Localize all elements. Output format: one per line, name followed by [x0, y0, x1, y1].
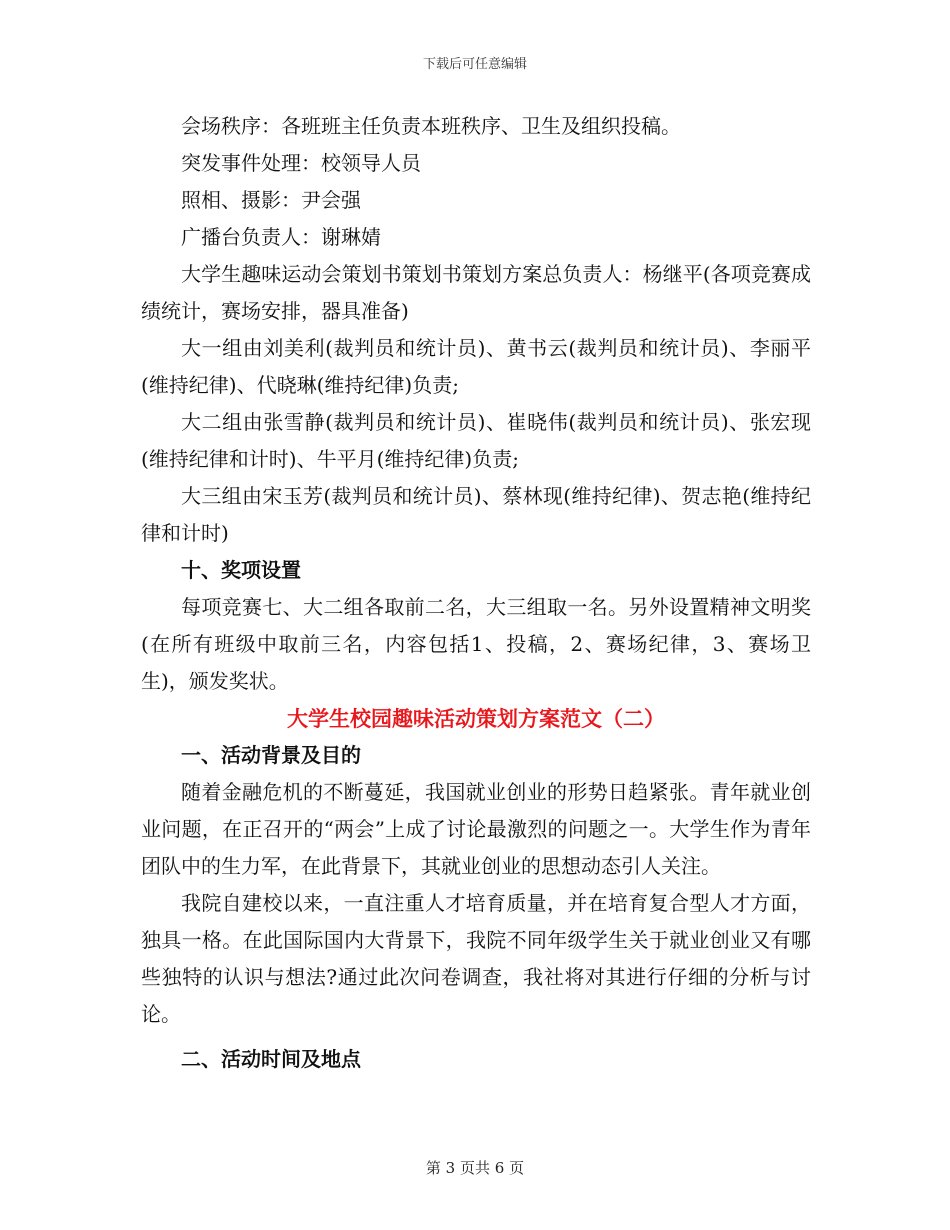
- paragraph: 每项竞赛七、大二组各取前二名，大三组取一名。另外设置精神文明奖(在所有班级中取前三名，内容包括1、投稿，2、赛场纪律，3、赛场卫生)，颁发奖状。: [141, 595, 811, 693]
- section-heading: 一、活动背景及目的: [181, 743, 361, 767]
- document-title: 大学生校园趣味活动策划方案范文（二）: [287, 706, 665, 731]
- document-body: [141, 108, 811, 1078]
- section-heading: 二、活动时间及地点: [181, 1047, 361, 1071]
- paragraph: 突发事件处理：校领导人员: [181, 151, 421, 175]
- paragraph: 照相、摄影：尹会强: [181, 188, 361, 212]
- paragraph: 广播台负责人：谢琳婧: [181, 225, 381, 249]
- paragraph: 大三组由宋玉芳(裁判员和统计员)、蔡林现(维持纪律)、贺志艳(维持纪律和计时): [141, 484, 811, 545]
- paragraph: 我院自建校以来，一直注重人才培育质量，并在培育复合型人才方面，独具一格。在此国际国内大背景下，我院不同年级学生关于就业创业又有哪些独特的认识与想法?通过此次问卷调查，我社将对其进行仔细的分析与讨论。: [141, 891, 811, 1026]
- paragraph: 大一组由刘美利(裁判员和统计员)、黄书云(裁判员和统计员)、李丽平(维持纪律)、代晓琳(维持纪律)负责;: [141, 336, 811, 397]
- paragraph: 大二组由张雪静(裁判员和统计员)、崔晓伟(裁判员和统计员)、张宏现(维持纪律和计时)、牛平月(维持纪律)负责;: [141, 410, 811, 471]
- paragraph: 随着金融危机的不断蔓延，我国就业创业的形势日趋紧张。青年就业创业问题，在正召开的“两会”上成了讨论最激烈的问题之一。大学生作为青年团队中的生力军，在此背景下，其就业创业的思想动态引人关注。: [141, 780, 811, 878]
- page-header: 下载后可任意编辑: [422, 57, 527, 72]
- section-heading: 十、奖项设置: [181, 558, 301, 582]
- page-footer: 第 3 页共 6 页: [425, 1159, 525, 1177]
- paragraph: 会场秩序：各班班主任负责本班秩序、卫生及组织投稿。: [181, 114, 681, 138]
- paragraph: 大学生趣味运动会策划书策划书策划方案总负责人：杨继平(各项竞赛成绩统计，赛场安排，器具准备): [141, 262, 811, 323]
